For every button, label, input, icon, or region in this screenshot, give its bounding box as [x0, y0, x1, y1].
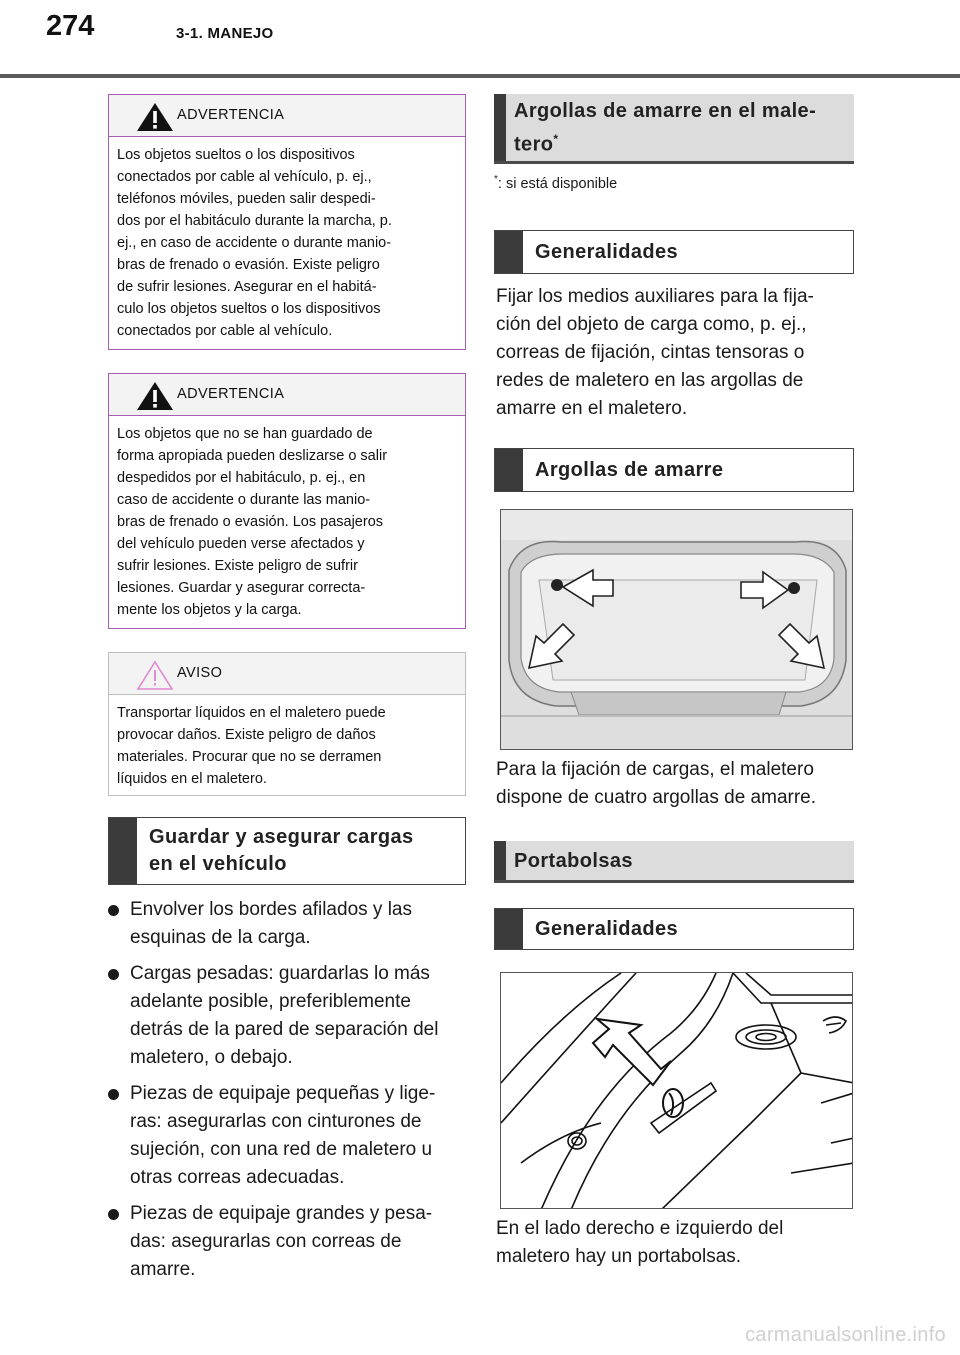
text-line: adelante posible, preferiblemente: [130, 991, 411, 1012]
list-item: [108, 1080, 468, 1192]
footnote-mark: *: [494, 174, 498, 185]
text-line: ras: asegurarlas con cinturones de: [130, 1111, 422, 1132]
list-item: [108, 960, 468, 1072]
text-line: En el lado derecho e izquierdo del: [496, 1218, 784, 1239]
heading-text: Portabolsas: [514, 849, 633, 872]
heading-line: en el vehículo: [149, 853, 287, 875]
page-number: 274: [46, 10, 95, 42]
section-heading-portabolsas: [494, 841, 854, 883]
heading-line: Argollas de amarre en el male-: [514, 99, 817, 122]
text-line: forma apropiada pueden deslizarse o salir: [117, 448, 388, 464]
text-line: Envolver los bordes afilados y las: [130, 899, 412, 920]
text-line: Los objetos sueltos o los dispositivos: [117, 147, 355, 163]
list-item: [108, 896, 468, 952]
text-line: maletero, o debajo.: [130, 1047, 293, 1068]
bullet-dot: [108, 1209, 119, 1220]
warning-header: [109, 95, 465, 137]
section-heading-generalidades-1: [494, 230, 854, 274]
heading-bar: [495, 909, 523, 949]
text-line: Piezas de equipaje grandes y pesa-: [130, 1203, 433, 1224]
heading-text: [514, 94, 816, 161]
text-line: Piezas de equipaje pequeñas y lige-: [130, 1083, 436, 1104]
bullet-dot: [108, 1089, 119, 1100]
text-line: amarre en el maletero.: [496, 398, 688, 419]
text-line: mente los objetos y la carga.: [117, 602, 302, 618]
text-line: maletero hay un portabolsas.: [496, 1246, 742, 1267]
asterisk-mark: *: [553, 131, 559, 146]
chapter-title: 3-1. MANEJO: [176, 25, 274, 42]
warning-triangle-icon: [135, 101, 175, 133]
trunk-illustration: [501, 510, 853, 750]
bullet-list: [108, 896, 468, 1292]
list-item: [108, 1200, 468, 1284]
text-line: das: asegurarlas con correas de: [130, 1231, 402, 1252]
text-line: bras de frenado o evasión. Los pasajeros: [117, 514, 384, 530]
text-line: Cargas pesadas: guardarlas lo más: [130, 963, 430, 984]
text-line: amarre.: [130, 1259, 196, 1280]
section-heading-guardar: [108, 817, 466, 885]
heading-bar: [109, 818, 137, 884]
footnote-text: : si está disponible: [497, 175, 618, 192]
text-line: ej., en caso de accidente o durante manio-: [117, 235, 392, 251]
text-line: otras correas adecuadas.: [130, 1167, 345, 1188]
heading-bar: [495, 231, 523, 273]
heading-text: Argollas de amarre: [535, 458, 724, 481]
bag-hook-figure: [500, 972, 853, 1209]
text-line: Los objetos que no se han guardado de: [117, 426, 373, 442]
paragraph-fijacion: [496, 756, 856, 812]
section-heading-generalidades-2: [494, 908, 854, 950]
header-rule: [0, 74, 960, 78]
text-line: esquinas de la carga.: [130, 927, 311, 948]
text-line: redes de maletero en las argollas de: [496, 370, 804, 391]
warning-title: ADVERTENCIA: [177, 107, 285, 123]
text-line: líquidos en el maletero.: [117, 771, 267, 787]
section-heading-argollas-maletero: [494, 94, 854, 164]
text-line: caso de accidente o durante las manio-: [117, 492, 371, 508]
text-line: correas de fijación, cintas tensoras o: [496, 342, 805, 363]
notice-box: [108, 652, 466, 796]
warning-header: [109, 374, 465, 416]
paragraph-portabolsa: [496, 1215, 856, 1271]
text-line: ción del objeto de carga como, p. ej.,: [496, 314, 807, 335]
text-line: Para la fijación de cargas, el maletero: [496, 759, 814, 780]
notice-header: [109, 653, 465, 695]
text-line: Transportar líquidos en el maletero puede: [117, 705, 386, 721]
warning-triangle-icon: [135, 380, 175, 412]
text-line: sufrir lesiones. Existe peligro de sufrir: [117, 558, 358, 574]
bullet-dot: [108, 905, 119, 916]
caution-triangle-icon: [135, 659, 175, 691]
text-line: materiales. Procurar que no se derramen: [117, 749, 382, 765]
heading-line: [514, 125, 558, 159]
text-line: de sufrir lesiones. Asegurar en el habitá-: [117, 279, 377, 295]
text-line: conectados por cable al vehículo.: [117, 323, 333, 339]
warning-box-2: [108, 373, 466, 629]
heading-text: Generalidades: [535, 240, 679, 263]
heading-bar: [494, 841, 506, 880]
paragraph-fijar: [496, 283, 856, 423]
warning-body: [109, 137, 465, 352]
section-heading-argollas-amarre: [494, 448, 854, 492]
trunk-tie-down-figure: [500, 509, 853, 750]
heading-text: Generalidades: [535, 917, 679, 940]
warning-title: ADVERTENCIA: [177, 386, 285, 402]
text-line: lesiones. Guardar y asegurar correcta-: [117, 580, 366, 596]
text-line: bras de frenado o evasión. Existe peligro: [117, 257, 380, 273]
notice-title: AVISO: [177, 665, 223, 681]
text-line: provocar daños. Existe peligro de daños: [117, 727, 376, 743]
heading-word: tero: [514, 133, 554, 156]
notice-body: [109, 695, 465, 800]
watermark: carmanualsonline.info: [745, 1324, 946, 1346]
text-line: conectados por cable al vehículo, p. ej.,: [117, 169, 372, 185]
heading-line: Guardar y asegurar cargas: [149, 826, 414, 848]
text-line: Fijar los medios auxiliares para la fija-: [496, 286, 814, 307]
heading-bar: [495, 449, 523, 491]
footnote: [494, 174, 617, 192]
text-line: dos por el habitáculo durante la marcha, p.: [117, 213, 392, 229]
text-line: sujeción, con una red de maletero u: [130, 1139, 433, 1160]
heading-text: [149, 818, 414, 884]
heading-bar: [494, 94, 506, 161]
bullet-dot: [108, 969, 119, 980]
text-line: dispone de cuatro argollas de amarre.: [496, 787, 817, 808]
text-line: teléfonos móviles, pueden salir despedi-: [117, 191, 376, 207]
text-line: del vehículo pueden verse afectados y: [117, 536, 365, 552]
text-line: culo los objetos sueltos o los dispositivos: [117, 301, 381, 317]
bag-hook-illustration: [501, 973, 853, 1209]
warning-box-1: [108, 94, 466, 350]
warning-body: [109, 416, 465, 631]
text-line: detrás de la pared de separación del: [130, 1019, 439, 1040]
text-line: despedidos por el habitáculo, p. ej., en: [117, 470, 366, 486]
